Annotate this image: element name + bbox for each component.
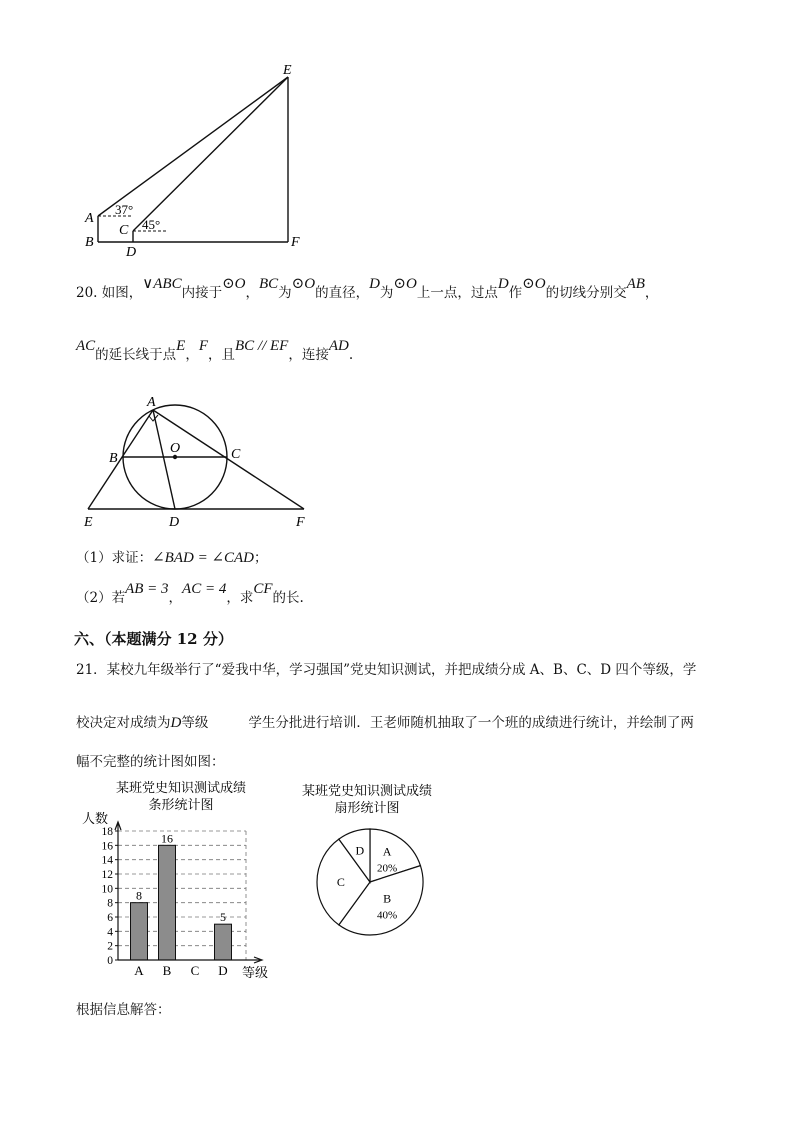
problem-21-line-3: 幅不完整的统计图如图：	[76, 754, 225, 770]
pie-chart-subtitle: 扇形统计图	[334, 800, 400, 815]
math-expression: BC // EF	[235, 338, 289, 354]
text-fragment: ，	[245, 285, 259, 301]
text-fragment: 的切线分别交	[545, 285, 627, 301]
problem-20-line-2-content	[76, 338, 353, 363]
math-expression: ∨ABC	[142, 276, 182, 292]
text-fragment: ，且	[208, 347, 236, 363]
problem-21-math-d: D	[170, 715, 182, 731]
problem-21-line-2a: 校决定对成绩为	[76, 715, 171, 731]
problem-number: 20.	[76, 285, 98, 301]
text-fragment: 的直径，	[315, 285, 370, 301]
question-1-suffix: ；	[254, 550, 268, 566]
x-tick-label: C	[190, 963, 200, 978]
y-tick-label: 12	[101, 869, 113, 881]
y-tick-label: 0	[107, 955, 113, 967]
pie-label-B: B	[383, 891, 392, 906]
problem-20-line-2	[76, 338, 354, 365]
bar-value-label: 5	[220, 910, 226, 925]
text-fragment: .	[348, 347, 354, 363]
x-tick-label: D	[218, 963, 228, 978]
text-fragment: ，连接	[288, 347, 329, 363]
x-tick-label: A	[134, 963, 144, 978]
math-expression: D	[369, 276, 380, 292]
text-fragment: 为	[379, 285, 394, 301]
y-tick-label: 6	[107, 912, 113, 924]
math-expression: ⊙O	[222, 276, 246, 292]
question-2	[76, 581, 304, 608]
question-1-prefix: （1）求证：	[76, 550, 153, 566]
text-fragment: 作	[508, 285, 523, 301]
math-expression: D	[497, 276, 509, 292]
pie-label-C: C	[336, 875, 345, 889]
pie-label-A: A	[382, 844, 392, 859]
problem-21-line-2c: 学生分批进行培训．王老师随机抽取了一个班的成绩进行统计，并绘制了两	[248, 715, 694, 731]
problem-21-line-2	[76, 713, 694, 733]
bar-A	[131, 903, 148, 960]
label-C: C	[231, 447, 241, 462]
question-2-sep: ，	[168, 590, 183, 606]
text-fragment: 为	[278, 285, 292, 301]
bar-chart-subtitle: 条形统计图	[148, 797, 214, 812]
text-fragment: 内接于	[181, 285, 223, 301]
pie-chart	[290, 776, 450, 946]
angle-label-37: 37°	[115, 202, 134, 217]
angle-label-45: 45°	[142, 217, 161, 232]
question-2-math-cf: CF	[253, 581, 273, 597]
geometry-figure-circle	[0, 390, 800, 535]
y-axis-label: 人数	[82, 811, 109, 826]
math-expression: F	[198, 338, 209, 354]
problem-20-line-1	[76, 276, 659, 303]
pie-chart-title: 某班党史知识测试成绩	[301, 783, 433, 798]
segment-AE	[88, 410, 153, 509]
question-2-prefix: （2）若	[76, 590, 126, 606]
text-fragment: ，	[185, 347, 199, 363]
pie-percent-B: 40%	[377, 909, 398, 922]
question-2-math-ab: AB = 3	[125, 581, 169, 597]
text-fragment: 如图，	[101, 285, 143, 301]
y-tick-label: 2	[107, 940, 113, 953]
question-2-mid: ，求	[226, 590, 254, 606]
label-B: B	[85, 235, 94, 250]
label-F: F	[296, 515, 305, 530]
bar-chart-title: 某班党史知识测试成绩	[115, 780, 247, 795]
y-tick-label: 16	[101, 840, 113, 853]
y-tick-label: 10	[101, 883, 113, 896]
label-A: A	[147, 395, 156, 410]
label-A: A	[85, 211, 94, 226]
problem-20-line-1-content	[102, 276, 659, 301]
problem-21-line-2b: 等级	[181, 715, 209, 731]
label-F: F	[291, 235, 300, 250]
bar-D	[215, 924, 232, 960]
question-1-math: ∠BAD = ∠CAD	[152, 550, 255, 566]
text-fragment: 上一点，过点	[416, 285, 498, 301]
right-angle-mark	[149, 415, 158, 421]
math-expression: E	[176, 338, 186, 354]
text-fragment: ，	[644, 285, 659, 301]
segment-AF	[153, 410, 304, 509]
label-E: E	[283, 63, 292, 78]
label-O: O	[170, 441, 181, 456]
question-2-suffix: 的长.	[272, 590, 304, 606]
math-expression: AB	[626, 276, 645, 292]
label-E: E	[84, 515, 93, 530]
bar-value-label: 8	[136, 888, 142, 903]
segment-AD	[153, 410, 175, 509]
answer-prompt: 根据信息解答：	[76, 1002, 171, 1018]
math-expression: AC	[76, 338, 96, 354]
math-expression: AD	[328, 338, 349, 354]
question-1	[76, 548, 268, 568]
question-2-math-ac: AC = 4	[182, 581, 227, 597]
geometry-figure-1	[0, 0, 800, 265]
bar-B	[159, 845, 176, 960]
section-heading: 六、（本题满分 12 分）	[74, 630, 233, 648]
segment-AE	[98, 77, 288, 216]
math-expression: ⊙O	[522, 276, 546, 292]
math-expression: BC	[259, 276, 279, 292]
segment-CE	[133, 77, 288, 231]
text-fragment: 的延长线于点	[95, 347, 177, 363]
label-B: B	[109, 451, 118, 466]
math-expression: ⊙O	[291, 276, 316, 292]
math-expression: ⊙O	[393, 276, 417, 292]
y-tick-label: 4	[107, 926, 113, 939]
y-tick-label: 8	[107, 897, 113, 910]
pie-percent-A: 20%	[377, 862, 398, 875]
bar-chart	[70, 776, 290, 982]
x-tick-label: B	[162, 963, 172, 978]
label-D: D	[126, 245, 137, 260]
problem-21-line-1: 21．某校九年级举行了“爱我中华，学习强国”党史知识测试，并把成绩分成 A、B、C、D 四个等级，学	[76, 662, 697, 678]
label-D: D	[169, 515, 180, 530]
pie-label-D: D	[355, 843, 365, 858]
label-C: C	[119, 223, 129, 238]
y-tick-label: 14	[101, 854, 113, 867]
bar-value-label: 16	[161, 831, 173, 846]
y-tick-label: 18	[101, 826, 113, 838]
x-axis-label: 等级	[242, 965, 269, 980]
